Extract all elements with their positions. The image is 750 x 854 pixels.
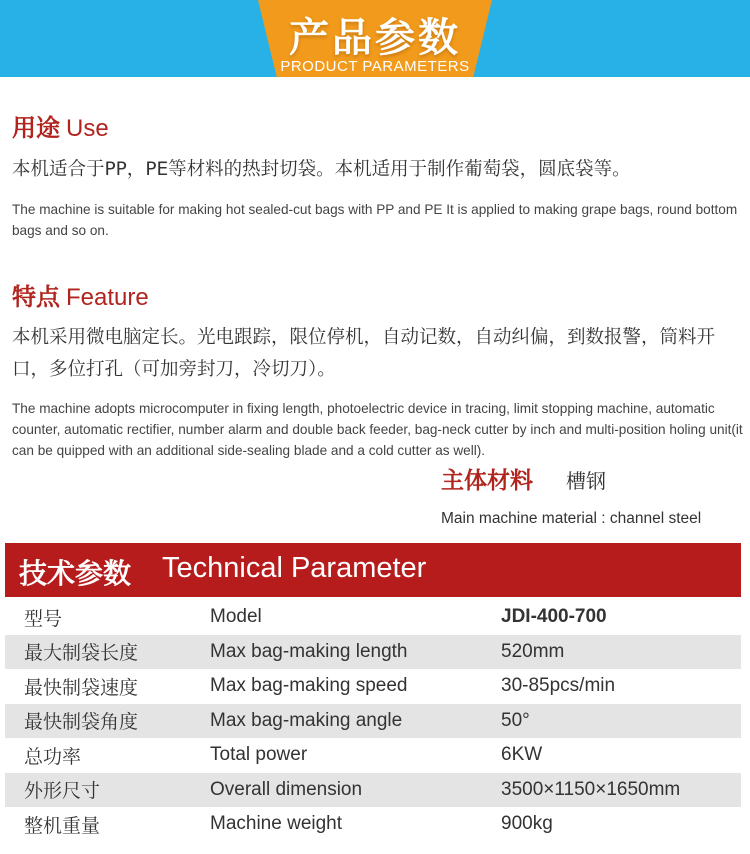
table-row [5, 669, 741, 704]
banner-title-en: PRODUCT PARAMETERS [280, 58, 470, 75]
param-value: 6KW [501, 744, 543, 766]
param-name-en: Machine weight [210, 813, 343, 835]
param-name-cn: 总功率 [24, 745, 82, 768]
feature-text-cn: 本机采用微电脑定长。光电跟踪，限位停机，自动记数，自动纠偏，到数报警，筒料开口，多位打孔（可加旁封刀，冷切刀）。 [12, 327, 716, 380]
material-value-cn: 槽钢 [566, 469, 606, 493]
param-name-en: Max bag-making angle [210, 709, 403, 731]
feature-heading [12, 277, 149, 312]
use-text-cn: 本机适合于PP，PE等材料的热封切袋。本机适用于制作葡萄袋，圆底袋等。 [12, 159, 631, 180]
param-name-en: Max bag-making length [210, 640, 408, 662]
param-value: 900kg [501, 813, 553, 835]
table-row [5, 807, 741, 842]
param-name-cn: 最大制袋长度 [24, 642, 139, 665]
use-heading-cn: 用途 [12, 114, 60, 142]
param-name-cn: 整机重量 [24, 814, 101, 837]
param-value: 520mm [501, 640, 565, 662]
use-text-en: The machine is suitable for making hot sealed-cut bags with PP and PE It is applied to making grape bags, round bottom bags and so on. [12, 202, 738, 238]
technical-heading-en: Technical Parameter [162, 552, 427, 584]
param-name-cn: 型号 [24, 607, 63, 630]
table-row [5, 635, 741, 670]
param-name-cn: 最快制袋速度 [24, 676, 139, 699]
material-label-cn: 主体材料 [441, 468, 533, 494]
param-name-en: Total power [210, 744, 308, 766]
table-row [5, 773, 741, 808]
feature-heading-en: Feature [66, 284, 149, 311]
param-name-cn: 最快制袋角度 [24, 711, 139, 734]
param-name-en: Overall dimension [210, 778, 363, 800]
param-value: 30-85pcs/min [501, 675, 616, 697]
param-name-en: Model [210, 606, 262, 628]
table-row [5, 704, 741, 739]
param-name-cn: 外形尺寸 [24, 780, 101, 803]
table-row [5, 600, 741, 635]
table-row [5, 738, 741, 773]
use-heading [12, 108, 109, 143]
param-value: JDI-400-700 [501, 606, 607, 628]
material-text-en: Main machine material : channel steel [441, 510, 702, 527]
param-name-en: Max bag-making speed [210, 675, 408, 697]
feature-heading-cn: 特点 [12, 283, 60, 311]
param-value: 50° [501, 709, 530, 731]
param-value: 3500×1150×1650mm [501, 778, 681, 800]
use-heading-en: Use [66, 115, 109, 142]
technical-heading-cn: 技术参数 [19, 557, 132, 590]
parameter-table [5, 600, 741, 842]
feature-text-en: The machine adopts microcomputer in fixing length, photoelectric device in tracing, limit stopping machine, automatic counter, automatic rectifier, number alarm and double back feeder, bag-neck cutter by inch and multi-position holing unit(it can be quipped with an additional side-sealing blade and a cold cutter as well). [12, 401, 743, 458]
banner-title-cn: 产品参数 [289, 15, 461, 61]
